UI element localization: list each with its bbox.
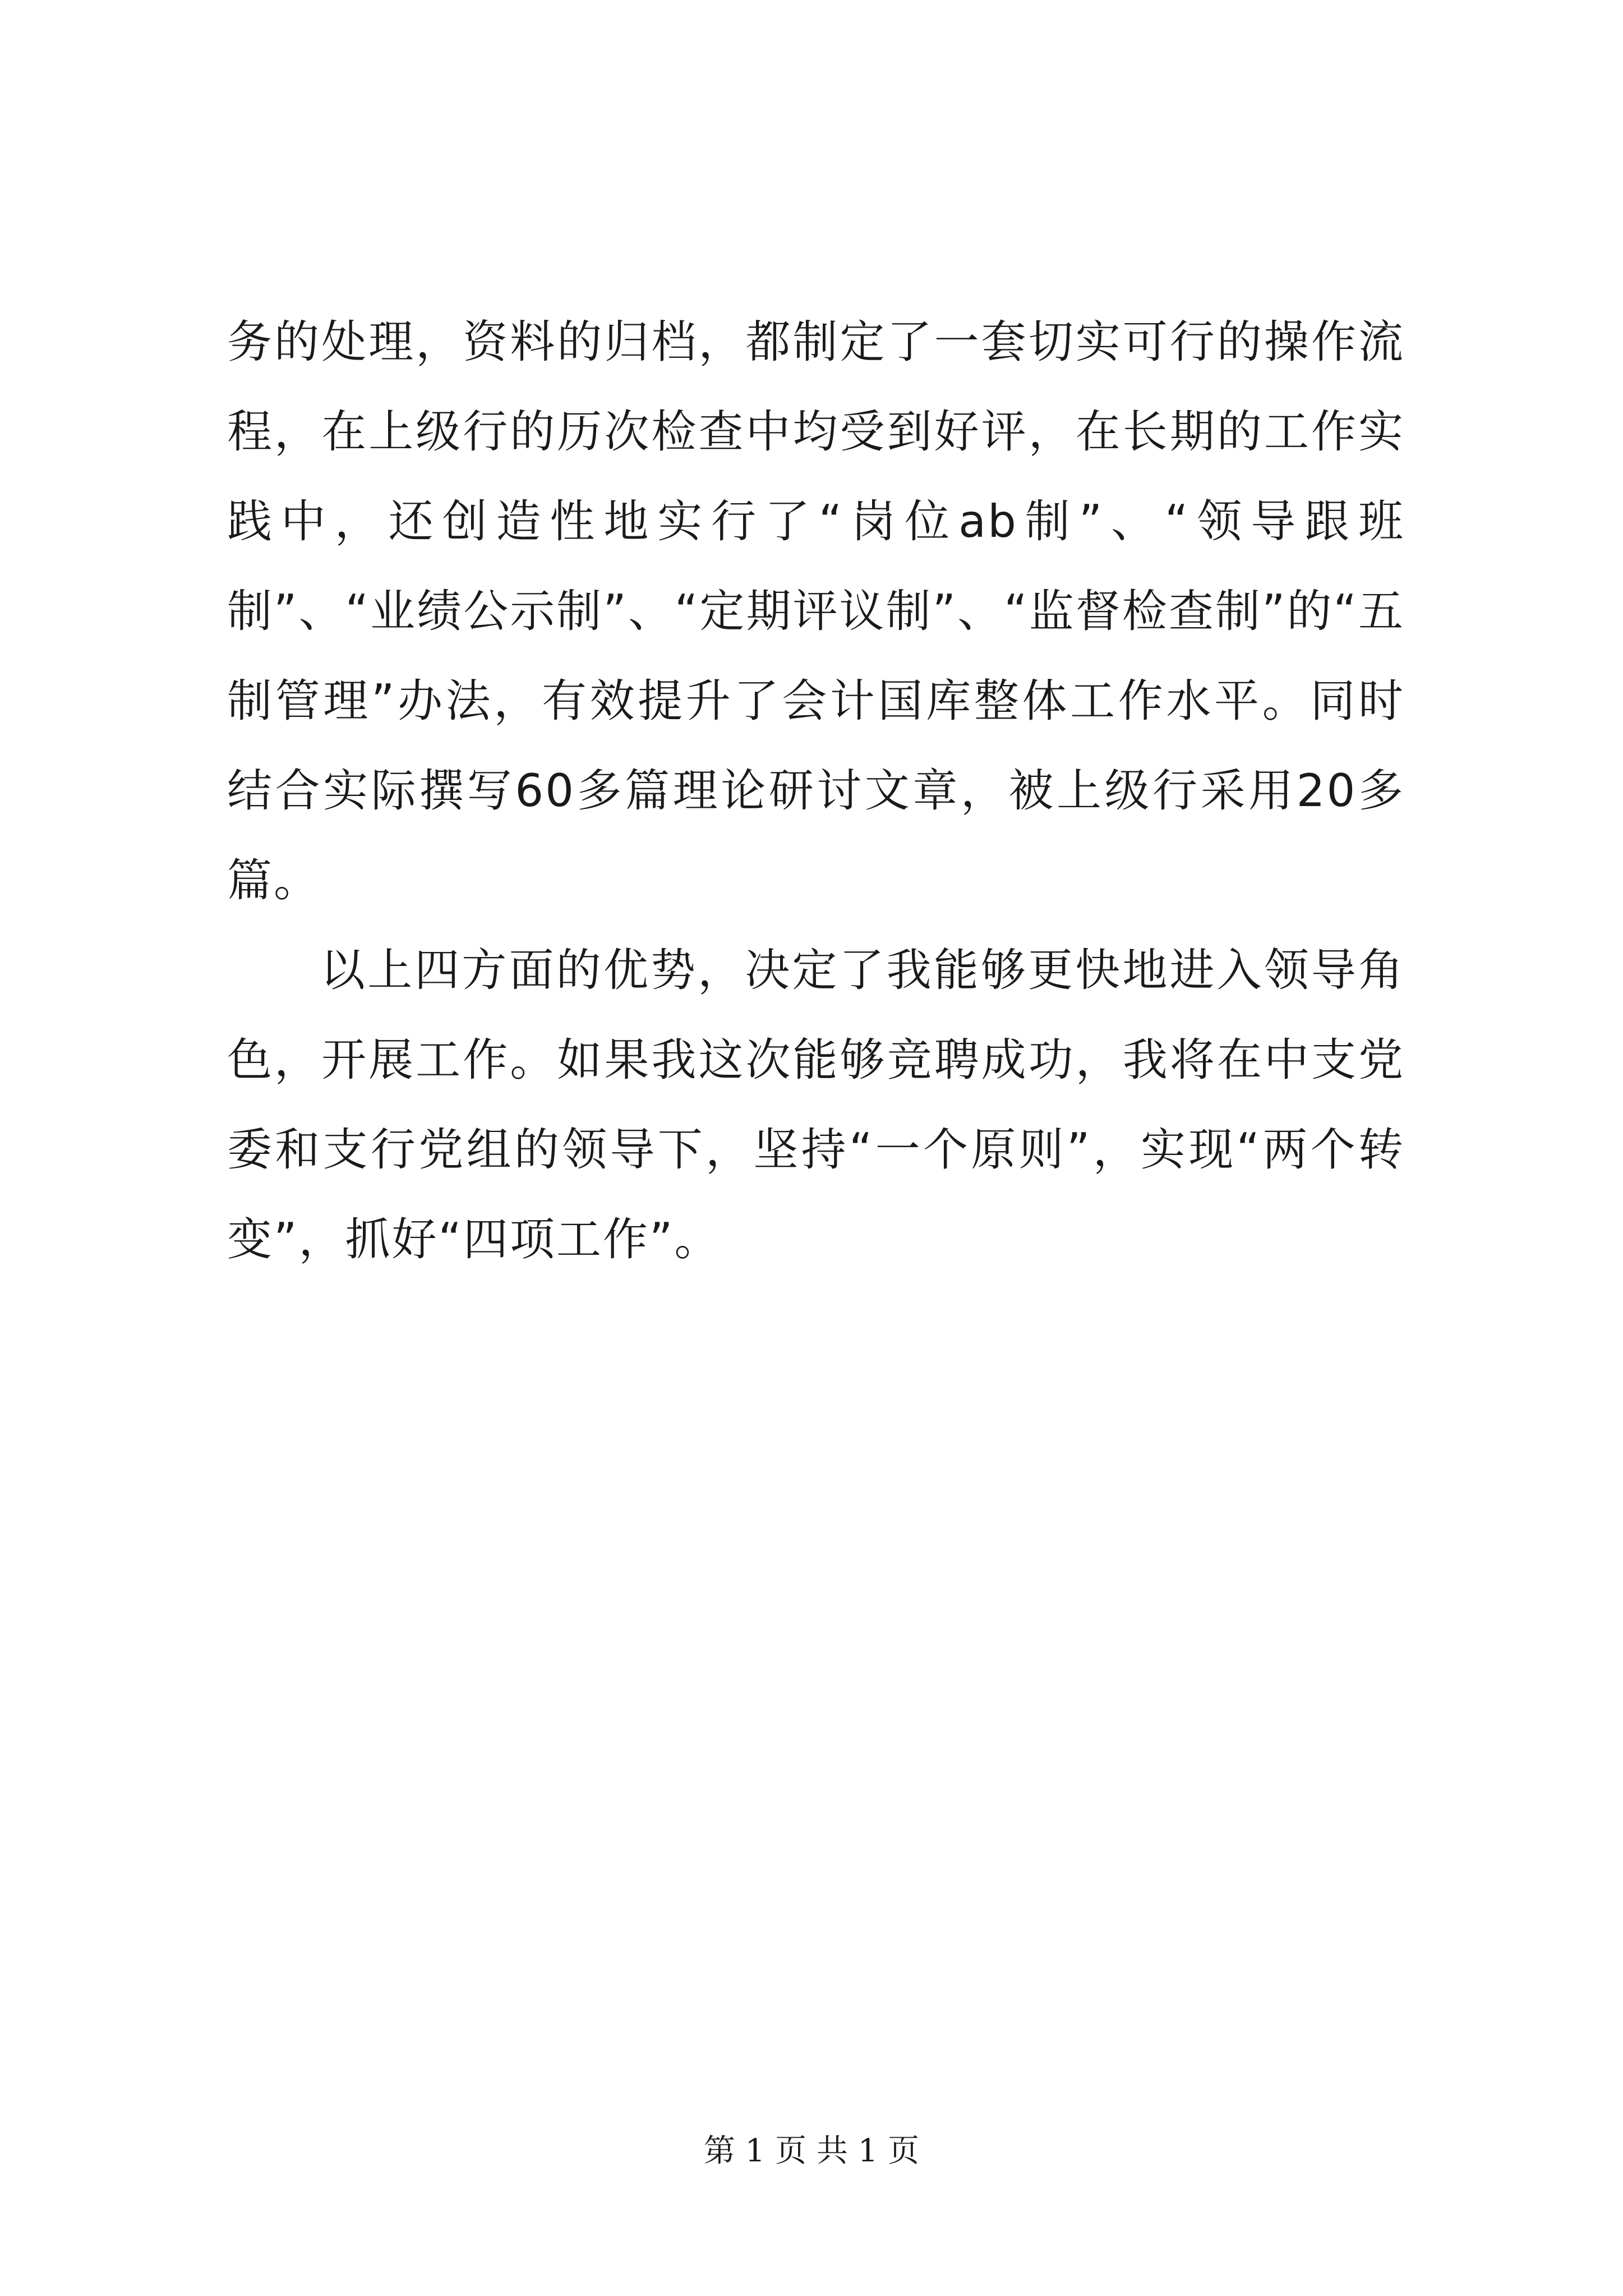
body-paragraph: 以上四方面的优势，决定了我能够更快地进入领导角色，开展工作。如果我这次能够竞聘成功，我将在中支党委和支行党组的领导下，坚持“一个原则”，实现“两个转变”，抓好“四项工作”。 (227, 944, 1405, 1266)
body-paragraph-continued: 务的处理，资料的归档，都制定了一套切实可行的操作流程，在上级行的历次检查中均受到好评，在长期的工作实践中，还创造性地实行了“岗位ab制”、“领导跟班制”、“业绩公示制”、“定期评议制”、“监督检查制”的“五制管理”办法，有效提升了会计国库整体工作水平。同时结合实际撰写60多篇理论研讨文章，被上级行采用20多篇。 (227, 316, 1405, 907)
page-footer: 第 1 页 共 1 页 (703, 2133, 920, 2169)
document-body (227, 297, 1405, 1285)
